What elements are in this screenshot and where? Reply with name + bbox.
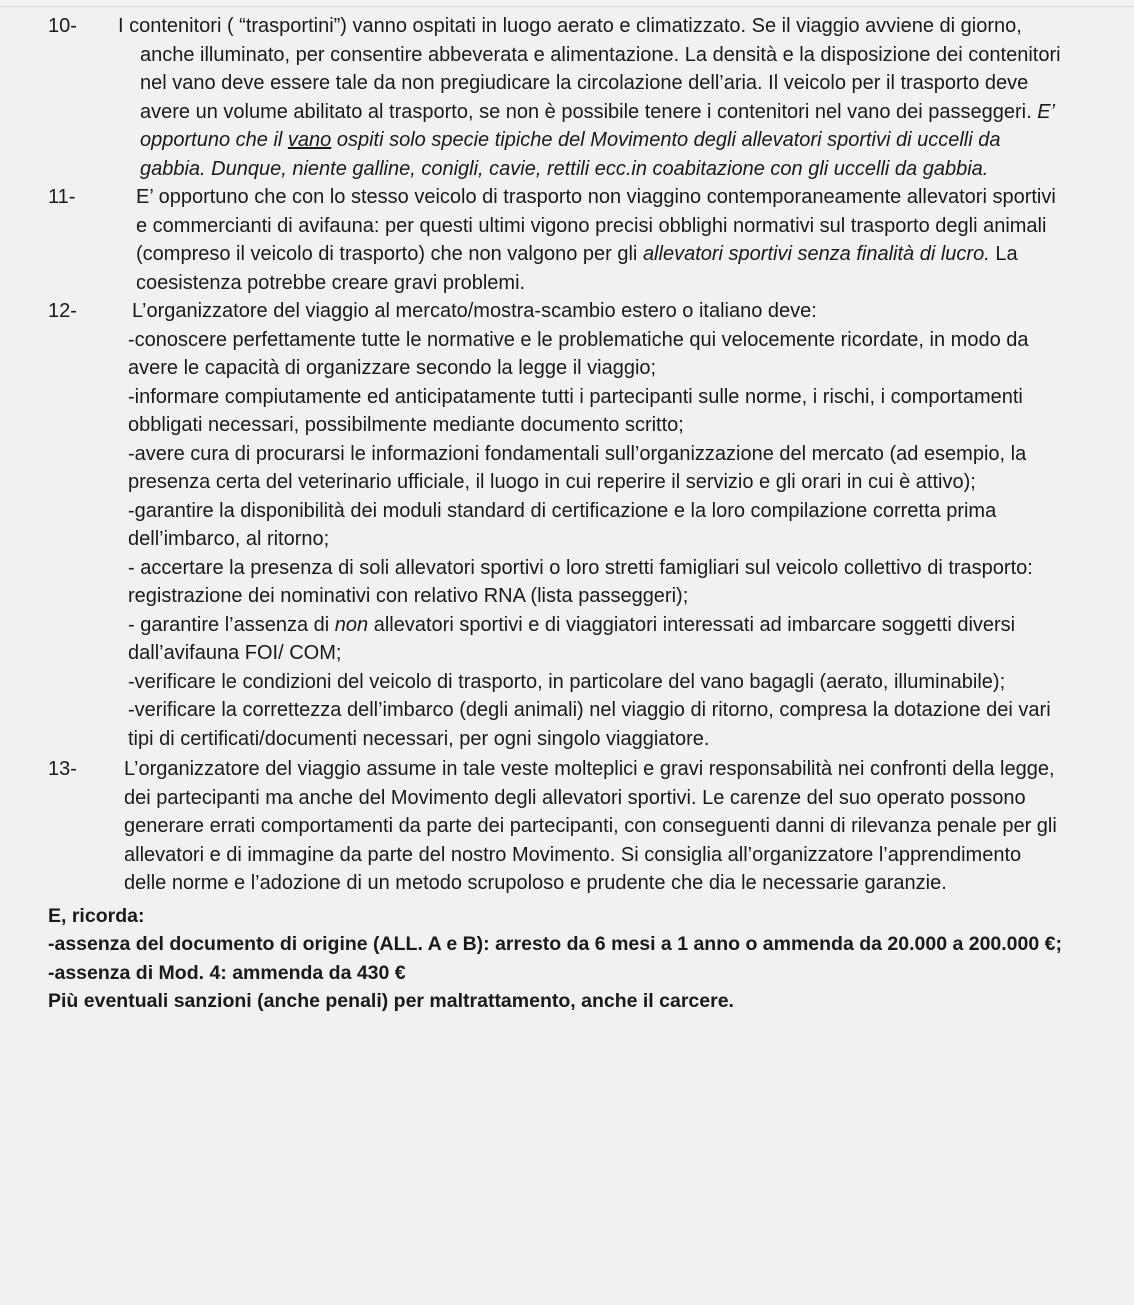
item-sublist <box>92 326 1064 754</box>
reminder-line: -assenza del documento di origine (ALL. A e B): arresto da 6 mesi a 1 anno o ammenda da 20.000 a 200.000 €; <box>48 933 1062 955</box>
item-number: 13- <box>48 758 77 780</box>
item-13 <box>48 755 1064 898</box>
item-11 <box>48 183 1064 297</box>
item-text: L’organizzatore del viaggio assume in tale veste molteplici e gravi responsabilità nei confronti della legge, dei partecipanti ma anche del Movimento degli allevatori sportivi. Le carenze del suo operato possono generare errati comportamenti da parte dei partecipanti, con conseguenti danni di rilevanza penale per gli allevatori e di immagine da parte del nostro Movimento. Si consiglia all’organizzatore l’apprendimento delle norme e l’adozione di un metodo scrupoloso e prudente che dia le necessarie garanzie. <box>124 758 1057 894</box>
sub-item: -avere cura di procurarsi le informazioni fondamentali sull’organizzazione del mercato (ad esempio, la presenza certa del veterinario ufficiale, il luogo in cui reperire il servizio e gli orari in cui è attivo); <box>128 442 1027 493</box>
reminder-box <box>48 902 1064 1016</box>
reminder-line: Più eventuali sanzioni (anche penali) per maltrattamento, anche il carcere. <box>48 990 734 1012</box>
sub-item: -verificare le condizioni del veicolo di trasporto, in particolare del vano bagagli (aerato, illuminabile); <box>128 670 1006 693</box>
reminder-line: -assenza di Mod. 4: ammenda da 430 € <box>48 961 406 984</box>
item-text: I contenitori ( “trasportini”) vanno ospitati in luogo aerato e climatizzato. Se il viaggio avviene di giorno, anche illuminato, per consentire abbeverata e alimentazione. La densità e la disposizione dei contenitori nel vano deve essere tale da non pregiudicare la circolazione dell’aria. Il veicolo per il trasporto deve avere un volume abilitato al trasporto, se non è possibile tenere i contenitori nel vano dei passeggeri. E’ opportuno che il vano ospiti solo specie tipiche del Movimento degli allevatori sportivi di uccelli da gabbia. Dunque, niente galline, conigli, cavie, rettili ecc.in coabitazione con gli uccelli da gabbia. <box>118 15 1061 180</box>
item-number: 12- <box>48 300 77 322</box>
item-10 <box>48 12 1064 183</box>
sub-item: -informare compiutamente ed anticipatamente tutti i partecipanti sulle norme, i rischi, i comportamenti obbligati necessari, possibilmente mediante documento scritto; <box>128 385 1023 436</box>
sub-item: -conoscere perfettamente tutte le normative e le problematiche qui velocemente ricordate, in modo da avere le capacità di organizzare secondo la legge il viaggio; <box>128 328 1029 379</box>
item-number: 11- <box>48 186 76 208</box>
reminder-heading: E, ricorda: <box>48 904 145 927</box>
item-intro: L’organizzatore del viaggio al mercato/mostra-scambio estero o italiano deve: <box>132 300 817 322</box>
sub-item: - garantire l’assenza di non allevatori sportivi e di viaggiatori interessati ad imbarcare soggetti diversi dall’avifauna FOI/ COM; <box>128 613 1016 664</box>
sub-item: -garantire la disponibilità dei moduli standard di certificazione e la loro compilazione corretta prima dell’imbarco, al ritorno; <box>128 499 997 550</box>
item-12 <box>48 297 1064 753</box>
sub-item: -verificare la correttezza dell’imbarco (degli animali) nel viaggio di ritorno, compresa la dotazione dei vari tipi di certificati/documenti necessari, per ogni singolo viaggiatore. <box>128 699 1051 750</box>
sub-item: - accertare la presenza di soli allevatori sportivi o loro stretti famigliari sul veicolo collettivo di trasporto: registrazione dei nominativi con relativo RNA (lista passeggeri); <box>128 556 1033 607</box>
item-text: E’ opportuno che con lo stesso veicolo di trasporto non viaggino contemporaneamente allevatori sportivi e commercianti di avifauna: per questi ultimi vigono precisi obblighi normativi sul trasporto degli animali (compreso il veicolo di trasporto) che non valgono per gli allevatori sportivi senza finalità di lucro. La coesistenza potrebbe creare gravi problemi. <box>136 186 1056 294</box>
item-number: 10- <box>48 15 77 37</box>
